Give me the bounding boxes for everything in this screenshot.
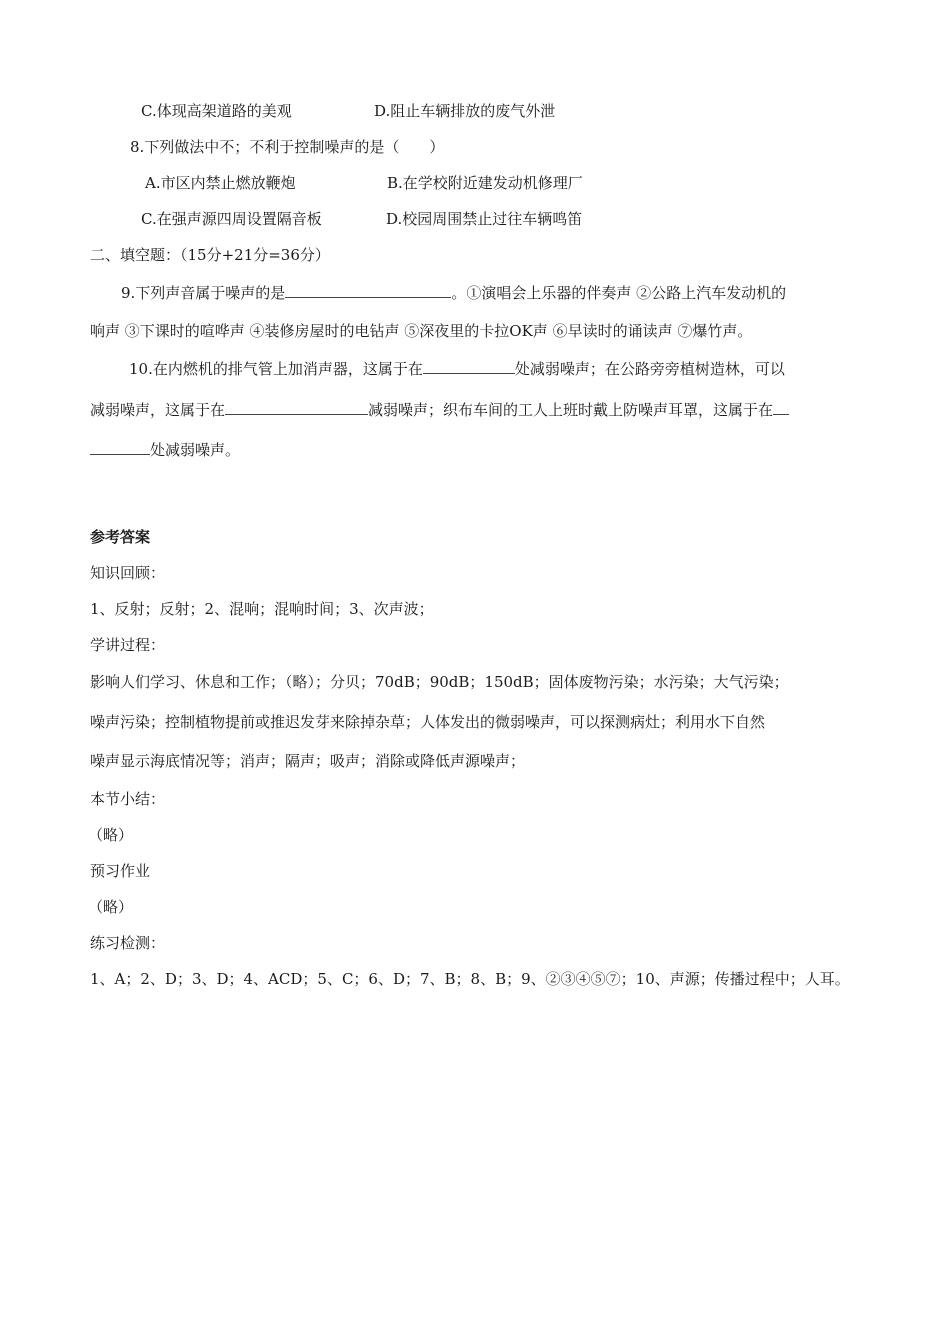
answers-review-label: 知识回顾： (90, 564, 166, 582)
answers-review-text: 1、反射；反射；2、混响；混响时间；3、次声波； (90, 600, 434, 618)
answers-preview-label: 预习作业 (90, 862, 151, 880)
answers-summary-label: 本节小结： (90, 790, 166, 808)
answers-process-line-3: 噪声显示海底情况等；消声；隔声；吸声；消除或降低声源噪声； (90, 752, 526, 770)
q10-line2-part2: 减弱噪声；织布车间的工人上班时戴上防噪声耳罩，这属于在 (368, 401, 774, 419)
q10-line-3 (90, 440, 240, 460)
q8-option-a: A.市区内禁止燃放鞭炮 (145, 174, 296, 192)
q7-option-d: D.阻止车辆排放的废气外泄 (374, 102, 556, 120)
answers-practice-text: 1、A；2、D；3、D；4、ACD；5、C；6、D；7、B；8、B；9、②③④⑤⑦；10、声源；传播过程中；人耳。 (90, 970, 850, 988)
q8-option-c: C.在强声源四周设置隔音板 (141, 210, 322, 228)
q8-stem: 8.下列做法中不；不利于控制噪声的是（ ） (130, 138, 445, 156)
q10-blank-2[interactable] (225, 400, 368, 415)
q9-answer-blank[interactable] (285, 283, 451, 298)
answers-summary-text: （略） (88, 826, 134, 844)
q10-part2: 处减弱噪声；在公路旁旁植树造林，可以 (514, 360, 785, 378)
q9-options-part1: 。①演唱会上乐器的伴奏声 ②公路上汽车发动机的 (451, 284, 787, 302)
q7-option-c: C.体现高架道路的美观 (141, 102, 292, 120)
q9-lead: 9.下列声音属于噪声的是 (121, 284, 286, 302)
q10-blank-3-end[interactable] (90, 440, 150, 455)
section-fill-in-heading: 二、填空题：（15分+21分=36分） (90, 246, 330, 264)
q9-line-1 (121, 283, 786, 303)
q10-line-1 (129, 359, 785, 379)
answers-title: 参考答案 (90, 528, 151, 546)
q10-line2-lead: 减弱噪声，这属于在 (90, 401, 226, 419)
q8-option-d: D.校园周围禁止过往车辆鸣笛 (386, 210, 583, 228)
answers-preview-text: （略） (88, 898, 134, 916)
q8-option-b: B.在学校附近建发动机修理厂 (387, 174, 583, 192)
answers-process-line-1: 影响人们学习、休息和工作；（略）；分贝；70dB；90dB；150dB；固体废物污染；水污染；大气污染； (90, 673, 789, 691)
answers-process-label: 学讲过程： (90, 636, 166, 654)
q10-line-2 (90, 400, 789, 420)
q10-blank-3-start[interactable] (773, 400, 789, 415)
q10-lead: 10.在内燃机的排气管上加消声器，这属于在 (129, 360, 423, 378)
q9-line-2: 响声 ③下课时的喧哗声 ④装修房屋时的电钻声 ⑤深夜里的卡拉OK声 ⑥早读时的诵读声 ⑦爆竹声。 (90, 322, 753, 340)
answers-process-line-2: 噪声污染；控制植物提前或推迟发芽来除掉杂草；人体发出的微弱噪声，可以探测病灶；利用水下自然 (90, 713, 766, 731)
q10-blank-1[interactable] (423, 359, 515, 374)
q10-line3-tail: 处减弱噪声。 (150, 441, 241, 459)
answers-practice-label: 练习检测： (90, 934, 166, 952)
